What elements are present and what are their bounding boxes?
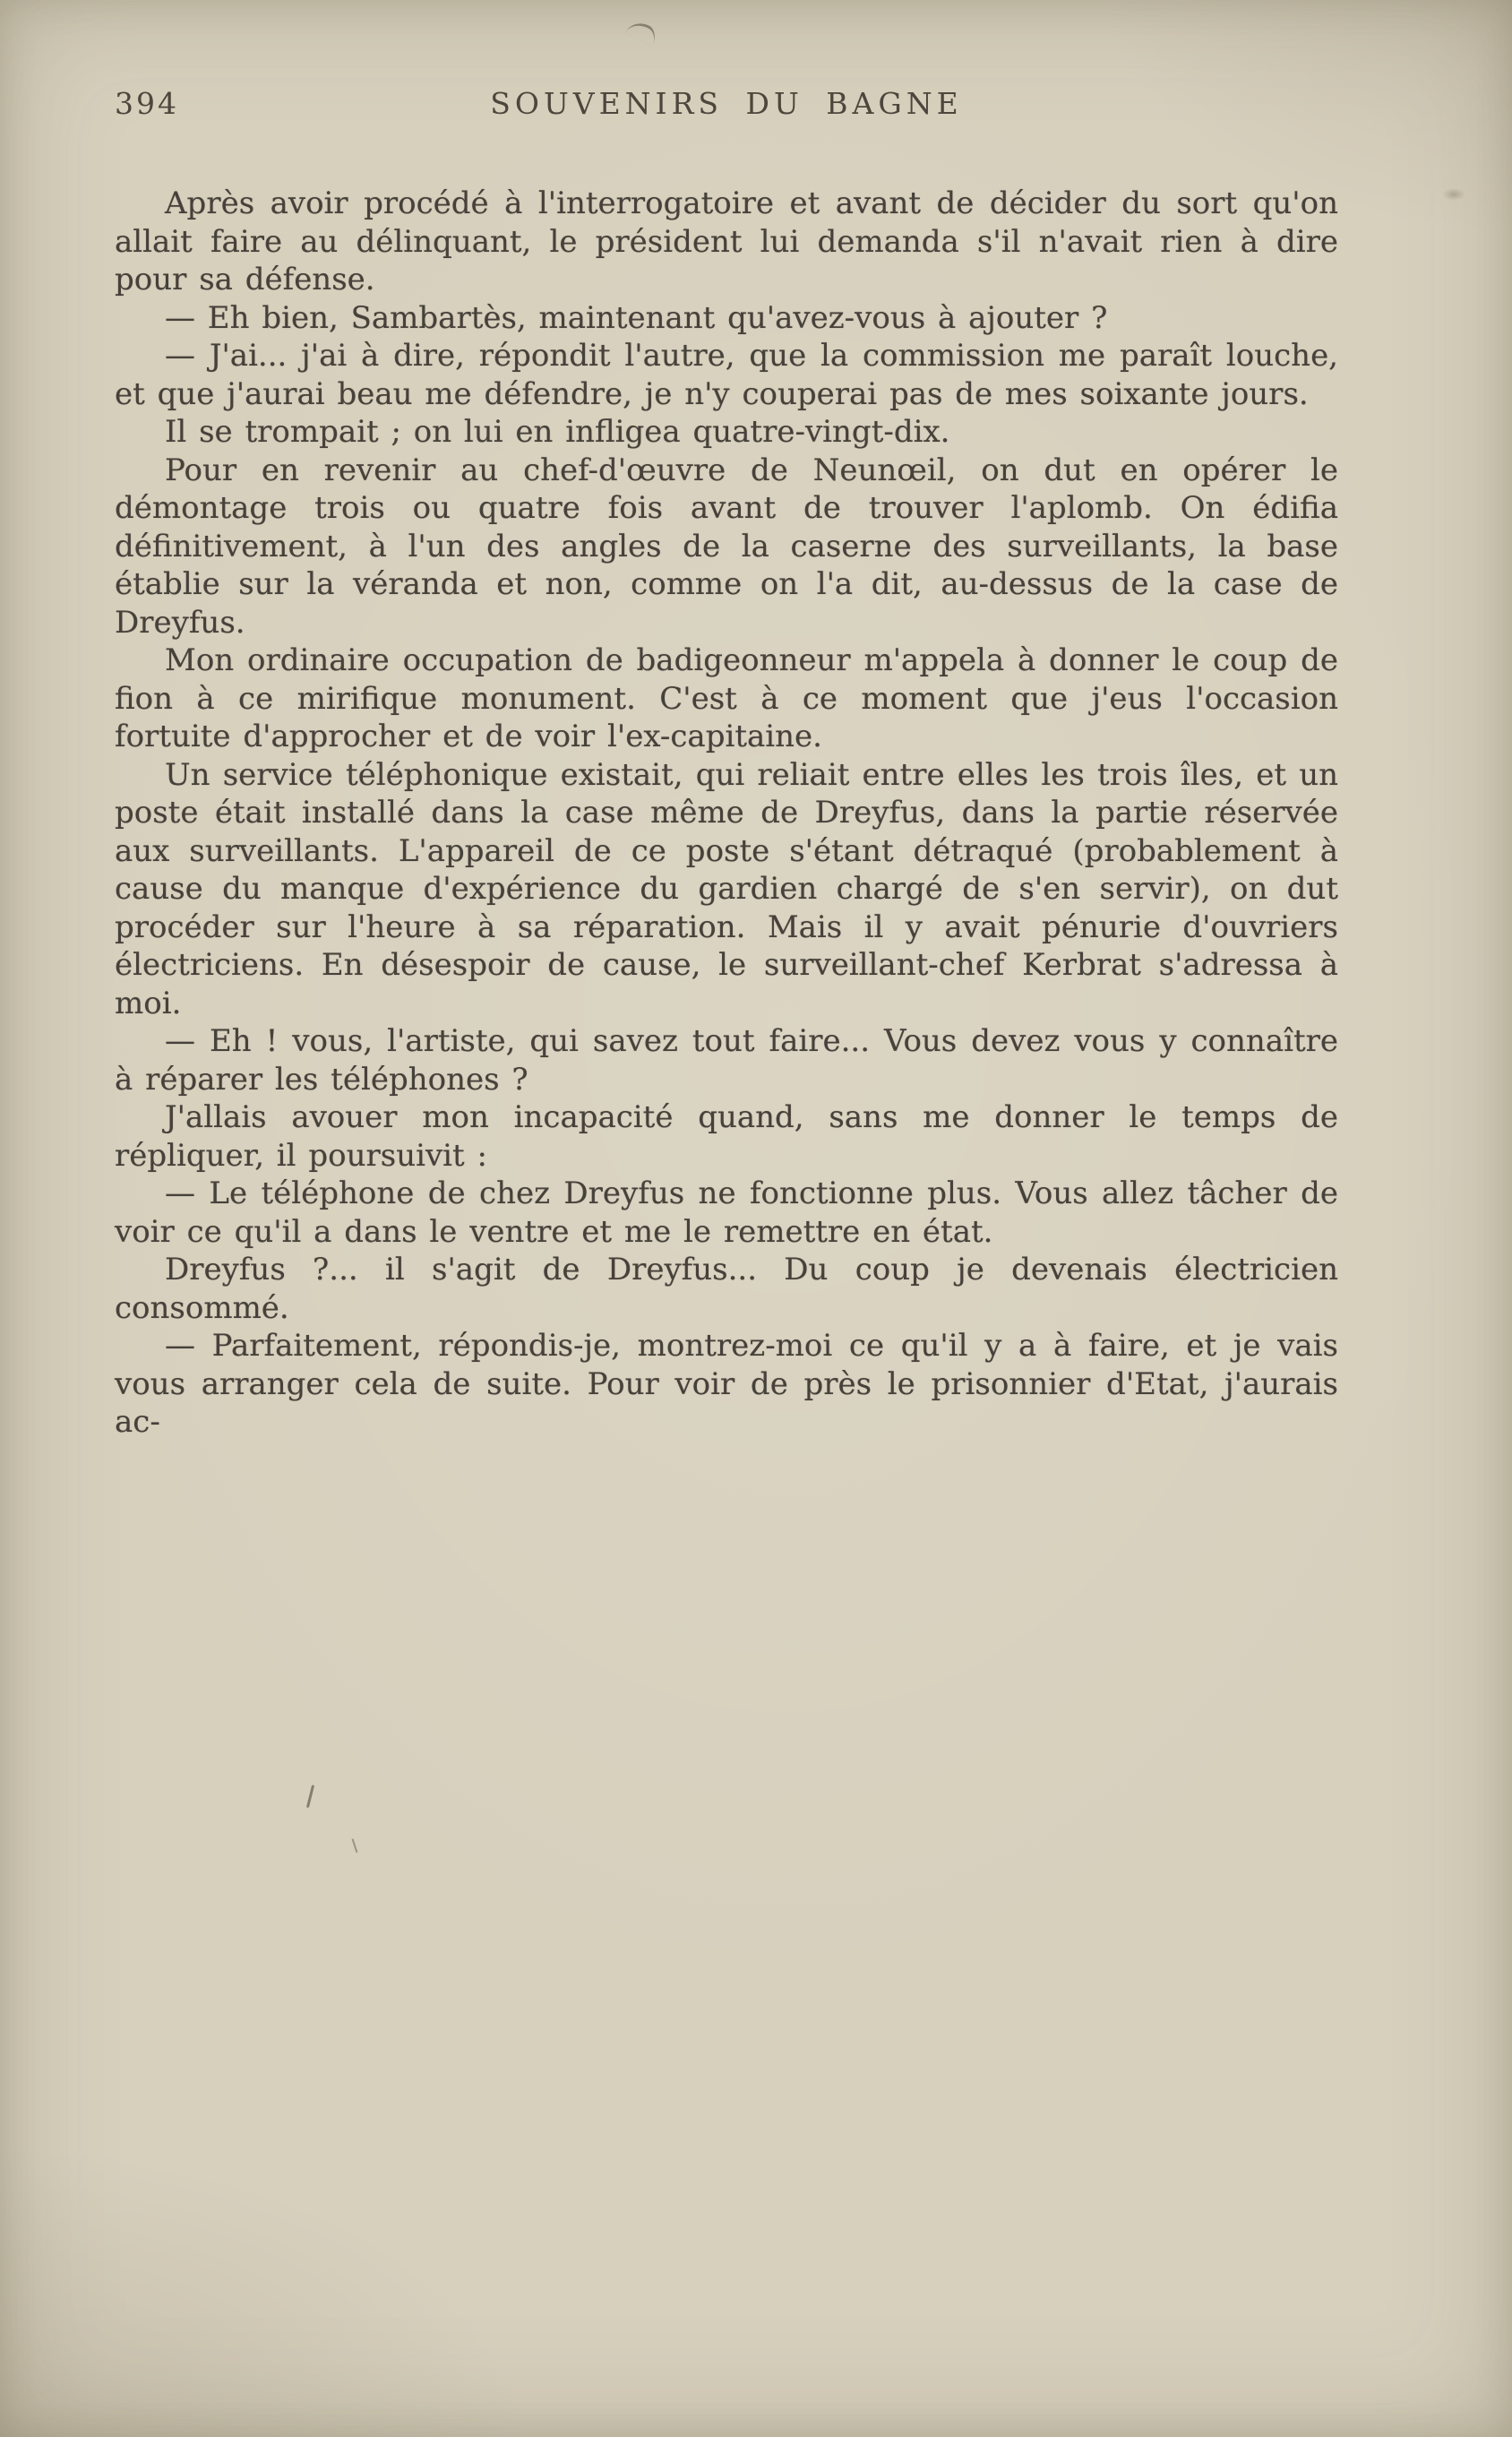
paragraph-dialogue: — Parfaitement, répondis-je, montrez-moi ce qu'il y a à faire, et je vais vous arranger cela de suite. Pour voir de près le prisonnier d'Etat, j'aurais ac- — [115, 1328, 1338, 1440]
scan-tick-bottom — [352, 1839, 358, 1853]
scan-mark-top — [625, 18, 660, 46]
paragraph: Pour en revenir au chef-d'œuvre de Neunœil, on dut en opérer le démontage trois ou quatre fois avant de trouver l'aplomb. On édifia définitivement, à l'un des angles de la caserne des surveillants, la base établie sur la véranda et non, comme on l'a dit, au-dessus de la case de Dreyfus. — [115, 452, 1338, 641]
page-content — [115, 86, 1338, 1442]
paragraph-dialogue: — Le téléphone de chez Dreyfus ne fonctionne plus. Vous allez tâcher de voir ce qu'il a dans le ventre et me le remettre en état. — [115, 1175, 1338, 1250]
paragraph: Dreyfus ?... il s'agit de Dreyfus... Du coup je devenais électricien consommé. — [115, 1252, 1338, 1326]
body-text — [115, 185, 1338, 1442]
paragraph: Mon ordinaire occupation de badigeonneur m'appela à donner le coup de fion à ce mirifique monument. C'est à ce moment que j'eus l'occasion fortuite d'approcher et de voir l'ex-capitaine. — [115, 642, 1338, 754]
paragraph: Il se trompait ; on lui en infligea quatre-vingt-dix. — [165, 414, 950, 450]
running-header — [115, 86, 1338, 129]
paragraph-dialogue: — J'ai... j'ai à dire, répondit l'autre, que la commission me paraît louche, et que j'aurai beau me défendre, je n'y couperai pas de mes soixante jours. — [115, 338, 1338, 412]
page-number: 394 — [115, 86, 179, 121]
paragraph: Après avoir procédé à l'interrogatoire et avant de décider du sort qu'on allait faire au délinquant, le président lui demanda s'il n'avait rien à dire pour sa défense. — [115, 185, 1338, 297]
scan-smudge-right — [1442, 188, 1465, 201]
paragraph-dialogue: — Eh ! vous, l'artiste, qui savez tout faire... Vous devez vous y connaître à réparer les téléphones ? — [115, 1023, 1338, 1098]
scan-mark-bottom — [306, 1785, 314, 1808]
paragraph-dialogue: — Eh bien, Sambartès, maintenant qu'avez-vous à ajouter ? — [165, 299, 1108, 336]
paragraph: Un service téléphonique existait, qui reliait entre elles les trois îles, et un poste était installé dans la case même de Dreyfus, dans la partie réservée aux surveillants. L'appareil de ce poste s'étant détraqué (probablement à cause du manque d'expérience du gardien chargé de s'en servir), on dut procéder sur l'heure à sa réparation. Mais il y avait pénurie d'ouvriers électriciens. En désespoir de cause, le surveillant-chef Kerbrat s'adressa à moi. — [115, 756, 1338, 1021]
paragraph: J'allais avouer mon incapacité quand, sans me donner le temps de répliquer, il poursuivit : — [115, 1099, 1338, 1174]
running-title: SOUVENIRS DU BAGNE — [490, 86, 963, 121]
